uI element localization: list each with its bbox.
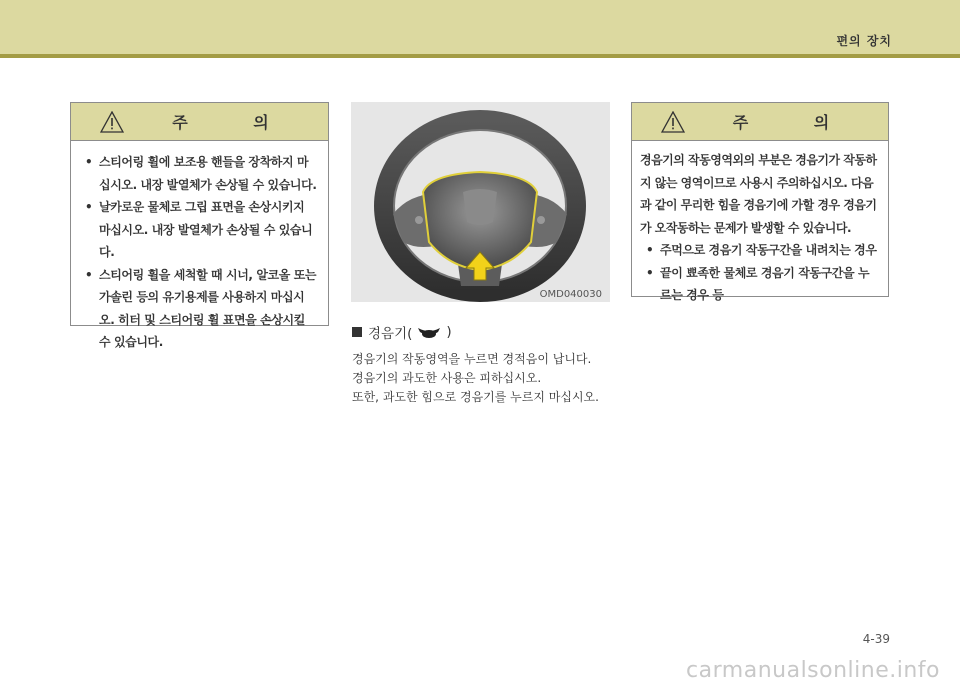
caution-list <box>71 141 328 354</box>
caution-box-right <box>631 102 889 302</box>
horn-text-line: 경음기의 작동영역을 누르면 경적음이 납니다. <box>352 352 592 366</box>
header-band <box>0 0 960 54</box>
steering-wheel-figure <box>351 102 610 302</box>
horn-text-line: 또한, 과도한 힘으로 경음기를 누르지 마십시오. <box>352 390 599 404</box>
warning-triangle-icon <box>661 111 685 133</box>
caution-header <box>71 103 328 141</box>
list-item: • 끝이 뾰족한 물체로 경음기 작동구간을 누르는 경우 등 <box>644 262 878 307</box>
caution-header <box>632 103 888 141</box>
list-item: • 날카로운 물체로 그립 표면을 손상시키지 마십시오. 내장 발열체가 손상될 수 있습니다. <box>83 196 318 264</box>
figure-code: OMD040030 <box>539 289 602 300</box>
warning-triangle-icon <box>100 111 124 133</box>
horn-heading-prefix: 경음기( <box>368 326 413 342</box>
horn-text-line: 경음기의 과도한 사용은 피하십시오. <box>352 371 542 385</box>
horn-heading <box>352 322 452 342</box>
horn-icon <box>416 324 442 340</box>
list-item: • 스티어링 휠에 보조용 핸들을 장착하지 마십시오. 내장 발열체가 손상될 수 있습니다. <box>83 151 318 196</box>
caution-title: 주 의 <box>732 113 860 132</box>
list-item: • 스티어링 휠을 세척할 때 시너, 알코올 또는 가솔린 등의 유기용제를 사용하지 마십시오. 히터 및 스티어링 휠 표면을 손상시킬 수 있습니다. <box>83 264 318 354</box>
watermark: carmanualsonline.info <box>686 658 940 683</box>
steering-wheel-illustration <box>351 102 610 302</box>
horn-description <box>352 350 622 407</box>
caution-title: 주 의 <box>172 113 299 132</box>
caution-box-left <box>70 102 329 349</box>
caution-paragraph: 경음기의 작동영역외의 부분은 경음기가 작동하지 않는 영역이므로 사용시 주의하십시오. 다음과 같이 무리한 힘을 경음기에 가할 경우 경음기가 오작동하는 문제가 발생할 수 있습니다. <box>640 153 877 235</box>
section-title: 편의 장치 <box>836 34 892 48</box>
square-bullet-icon <box>352 327 362 337</box>
caution-list <box>632 239 888 307</box>
header-divider <box>0 54 960 58</box>
list-item: • 주먹으로 경음기 작동구간을 내려치는 경우 <box>644 239 878 262</box>
horn-heading-suffix: ) <box>446 324 452 340</box>
page-number: 4-39 <box>862 632 890 646</box>
